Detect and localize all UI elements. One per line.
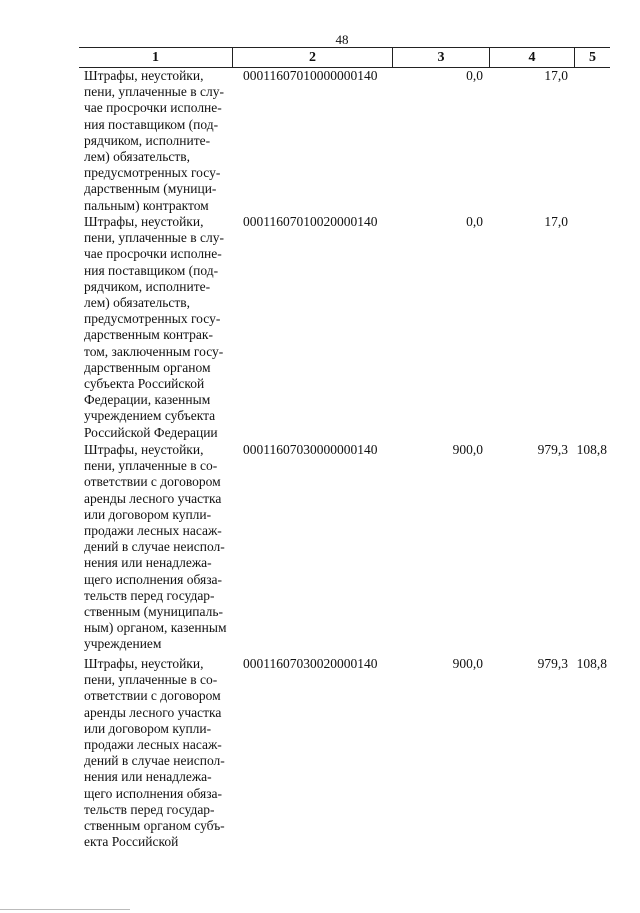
column-header-4: 4 bbox=[528, 50, 536, 65]
page-number: 48 bbox=[335, 32, 349, 47]
row-value-3: 900,0 bbox=[452, 656, 483, 671]
row-code: 00011607010000000140 bbox=[243, 68, 378, 83]
row-value-4: 17,0 bbox=[544, 214, 568, 229]
row-code: 00011607010020000140 bbox=[243, 214, 378, 229]
column-header-3: 3 bbox=[437, 50, 445, 65]
row-description: Штрафы, неустойки, пени, уплаченные в со- ответствии с договором аренды лесного участка или договором купли- продажи лесных насаж- дений в случае неиспол- нения или ненадлежа- щего исполнения обяза- тельств перед государ- ственным органом субъ- екта Российской bbox=[84, 656, 225, 850]
row-value-3: 900,0 bbox=[452, 442, 483, 457]
table-header bbox=[79, 47, 610, 68]
row-value-3: 0,0 bbox=[466, 68, 483, 83]
column-header-2: 2 bbox=[309, 50, 316, 65]
row-value-4: 17,0 bbox=[544, 68, 568, 83]
row-code: 00011607030000000140 bbox=[243, 442, 378, 457]
column-header-5: 5 bbox=[589, 50, 596, 65]
row-value-4: 979,3 bbox=[537, 442, 568, 457]
column-header-1: 1 bbox=[152, 50, 159, 65]
row-value-3: 0,0 bbox=[466, 214, 483, 229]
row-code: 00011607030020000140 bbox=[243, 656, 378, 671]
scan-edge-line bbox=[0, 909, 130, 910]
row-description: Штрафы, неустойки, пени, уплаченные в слу- чае просрочки исполне- ния поставщиком (под- рядчиком, исполните- лем) обязательств, предусмотренных госу- дарственным (муници- пальным) контрактом bbox=[84, 68, 224, 213]
row-description: Штрафы, неустойки, пени, уплаченные в слу- чае просрочки исполне- ния поставщиком (под- рядчиком, исполните- лем) обязательств, предусмотренных госу- дарственным контрак- том, заключенным госу- дарственным органом субъекта Российской Федерации, казенным учреждением субъекта Российской Федерации bbox=[84, 214, 224, 440]
row-value-5: 108,8 bbox=[576, 442, 607, 457]
row-value-4: 979,3 bbox=[537, 656, 568, 671]
row-description: Штрафы, неустойки, пени, уплаченные в со- ответствии с договором аренды лесного участка или договором купли- продажи лесных насаж- дений в случае неиспол- нения или ненадлежа- щего исполнения обяза- тельств перед государ- ственным (муниципаль- ным) органом, казенным учреждением bbox=[84, 442, 227, 652]
row-value-5: 108,8 bbox=[576, 656, 607, 671]
